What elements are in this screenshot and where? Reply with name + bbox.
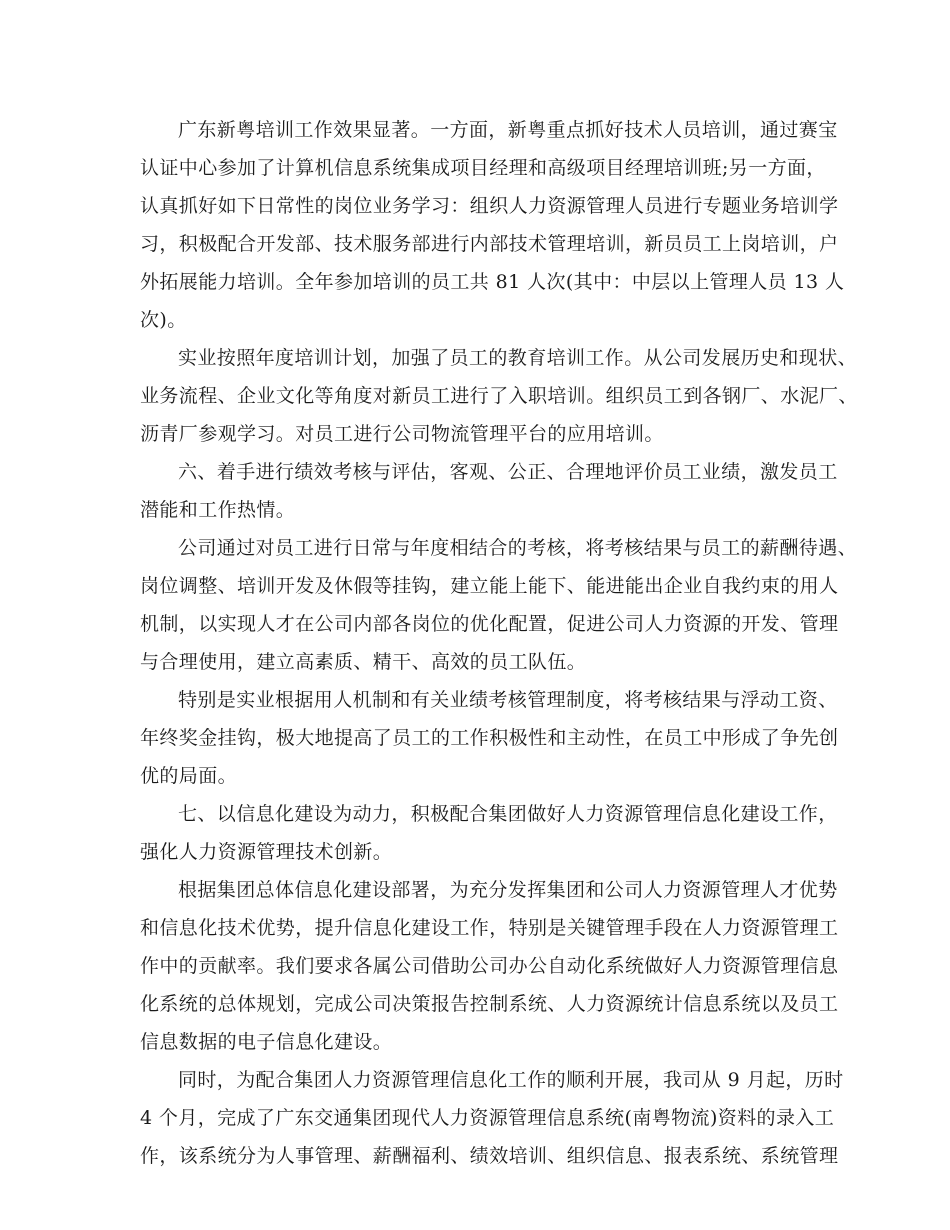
text-line: 实业按照年度培训计划，加强了员工的教育培训工作。从公司发展历史和现状、 bbox=[178, 347, 858, 369]
text-line: 同时，为配合集团人力资源管理信息化工作的顺利开展，我司从 9 月起，历时 bbox=[178, 1069, 844, 1091]
text-line: 优的局面。 bbox=[140, 765, 238, 787]
text-line: 广东新粤培训工作效果显著。一方面，新粤重点抓好技术人员培训，通过赛宝 bbox=[178, 119, 838, 141]
text-line: 业务流程、企业文化等角度对新员工进行了入职培训。组织员工到各钢厂、水泥厂、 bbox=[140, 385, 858, 407]
text-line: 习，积极配合开发部、技术服务部进行内部技术管理培训，新员员工上岗培训，户 bbox=[140, 233, 839, 255]
text-line: 作，该系统分为人事管理、薪酬福利、绩效培训、组织信息、报表系统、系统管理 bbox=[140, 1145, 839, 1167]
text-line: 次)。 bbox=[140, 309, 187, 331]
section-heading: 潜能和工作热情。 bbox=[140, 499, 296, 521]
text-line: 认真抓好如下日常性的岗位业务学习：组织人力资源管理人员进行专题业务培训学 bbox=[140, 195, 839, 217]
text-line: 认证中心参加了计算机信息系统集成项目经理和高级项目经理培训班;另一方面， bbox=[140, 157, 826, 179]
section-heading: 七、以信息化建设为动力，积极配合集团做好人力资源管理信息化建设工作， bbox=[178, 803, 838, 825]
text-line: 岗位调整、培训开发及休假等挂钩，建立能上能下、能进能出企业自我约束的用人 bbox=[140, 575, 839, 597]
section-heading: 六、着手进行绩效考核与评估，客观、公正、合理地评价员工业绩，激发员工 bbox=[178, 461, 838, 483]
text-line: 年终奖金挂钩，极大地提高了员工的工作积极性和主动性，在员工中形成了争先创 bbox=[140, 727, 839, 749]
text-line: 和信息化技术优势，提升信息化建设工作，特别是关键管理手段在人力资源管理工 bbox=[140, 917, 839, 939]
text-line: 作中的贡献率。我们要求各属公司借助公司办公自动化系统做好人力资源管理信息 bbox=[140, 955, 839, 977]
text-line: 机制，以实现人才在公司内部各岗位的优化配置，促进公司人力资源的开发、管理 bbox=[140, 613, 839, 635]
text-line: 信息数据的电子信息化建设。 bbox=[140, 1031, 393, 1053]
text-line: 特别是实业根据用人机制和有关业绩考核管理制度，将考核结果与浮动工资、 bbox=[178, 689, 838, 711]
text-line: 外拓展能力培训。全年参加培训的员工共 81 人次(其中：中层以上管理人员 13 人 bbox=[140, 271, 845, 293]
text-line: 根据集团总体信息化建设部署，为充分发挥集团和公司人力资源管理人才优势 bbox=[178, 879, 838, 901]
text-line: 4 个月，完成了广东交通集团现代人力资源管理信息系统(南粤物流)资料的录入工 bbox=[140, 1107, 835, 1129]
text-line: 沥青厂参观学习。对员工进行公司物流管理平台的应用培训。 bbox=[140, 423, 664, 445]
text-line: 化系统的总体规划，完成公司决策报告控制系统、人力资源统计信息系统以及员工 bbox=[140, 993, 839, 1015]
section-heading: 强化人力资源管理技术创新。 bbox=[140, 841, 393, 863]
text-line: 公司通过对员工进行日常与年度相结合的考核，将考核结果与员工的薪酬待遇、 bbox=[178, 537, 858, 559]
text-line: 与合理使用，建立高素质、精干、高效的员工队伍。 bbox=[140, 651, 587, 673]
